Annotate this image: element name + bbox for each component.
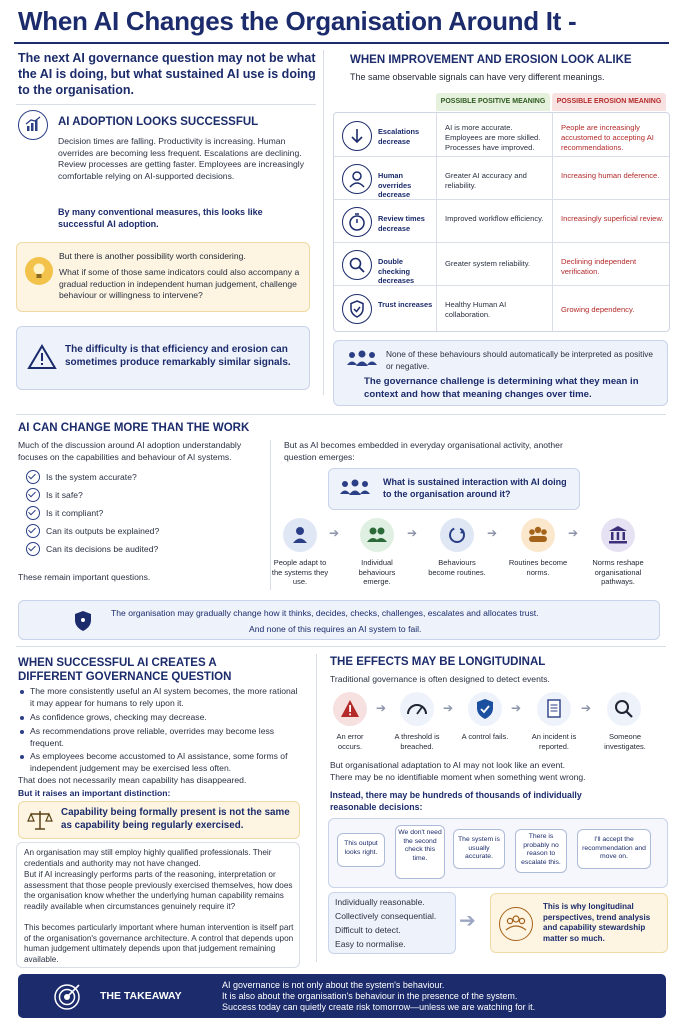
- event-label: A control fails.: [461, 732, 509, 741]
- cycle-icon: [440, 518, 474, 552]
- para1: An organisation may still employ highly qualified professionals. Their credentials and authority may not have changed.: [24, 848, 272, 868]
- governance-note: None of these behaviours should automatically be interpreted as positive or negative.: [386, 349, 654, 371]
- event-label: A threshold is breached.: [394, 732, 440, 751]
- organisation-banner: [18, 600, 660, 640]
- flow-step: Individual behaviours emerge.: [358, 558, 396, 586]
- flow-step: People adapt to the systems they use.: [271, 558, 329, 586]
- governance-bullet: As employees become accustomed to AI assistance, some forms of independent judgement may be exercised less often.: [30, 751, 288, 773]
- governance-challenge: The governance challenge is determining what they mean in context and how that meaning changes over time.: [364, 376, 639, 400]
- error-icon: [333, 692, 367, 726]
- decision-bubble: This output looks right.: [337, 833, 385, 867]
- flow-arrow: ➔: [443, 701, 454, 715]
- check-item: Can its decisions be audited?: [46, 544, 159, 554]
- magnifier-icon: [342, 250, 372, 280]
- check-icon: [26, 488, 40, 502]
- table-row: [334, 156, 669, 200]
- governance-bullet: As confidence grows, checking may decrease.: [30, 712, 207, 722]
- qualities-box: [328, 892, 456, 954]
- person-icon: [342, 164, 372, 194]
- intro-text: The next AI governance question may not be what the AI is doing, but what sustained AI use is doing to the organisation.: [18, 51, 316, 97]
- capability-text: Capability being formally present is not the same as capability being regularly exercised.: [61, 807, 290, 831]
- governance-challenge-box: [333, 340, 668, 406]
- decision-bubble: We don't need the second check this time.: [395, 825, 445, 879]
- adoption-body: Decision times are falling. Productivity is increasing. Human overrides are becoming less frequent. Escalations are declining. Review processes are getting faster. Employees are increasingly comfortable relying on AI-supported decisions.: [58, 136, 304, 181]
- erosion-meaning: Increasing human deference.: [561, 171, 660, 180]
- flow-arrow: ➔: [407, 526, 418, 540]
- shield-icon: [73, 610, 93, 637]
- title-rule: [14, 42, 669, 44]
- governance-bullet: The more consistently useful an AI system becomes, the more rational it may appear for humans to rely upon it.: [30, 686, 298, 708]
- team-icon: [499, 907, 533, 941]
- document-icon: [537, 692, 571, 726]
- flow-arrow: ➔: [487, 526, 498, 540]
- check-icon: [26, 524, 40, 538]
- quality: Collectively consequential.: [335, 911, 437, 921]
- group-icon: [337, 478, 373, 503]
- possibility-body: What if some of those same indicators could also accompany a gradual reduction in independent human judgement, challenge behaviour or willingness to intervene?: [59, 267, 300, 300]
- decisions-box: [328, 818, 668, 888]
- signal-label: Trust increases: [378, 300, 433, 309]
- check-icon: [26, 542, 40, 556]
- gauge-icon: [400, 692, 434, 726]
- work-heading: AI CAN CHANGE MORE THAN THE WORK: [18, 422, 250, 434]
- takeaway-line3: Success today can quietly create risk tomorrow—unless we are watching for it.: [222, 1002, 536, 1012]
- governance-heading: WHEN SUCCESSFUL AI CREATES A DIFFERENT GOVERNANCE QUESTION: [18, 657, 232, 683]
- signal-label: Review times decrease: [378, 214, 425, 233]
- adoption-heading: AI ADOPTION LOOKS SUCCESSFUL: [58, 116, 259, 128]
- quality: Easy to normalise.: [335, 939, 406, 949]
- person-adapt-icon: [283, 518, 317, 552]
- magnifier-icon: [607, 692, 641, 726]
- flow-step: Behaviours become routines.: [428, 558, 486, 577]
- shield-check-icon: [342, 294, 372, 324]
- flow-step: Routines become norms.: [508, 558, 568, 577]
- check-icon: [26, 506, 40, 520]
- bullet: [20, 730, 24, 734]
- shield-check-icon: [468, 692, 502, 726]
- erosion-meaning: Declining independent verification.: [561, 257, 637, 276]
- team-icon: [521, 518, 555, 552]
- flow-arrow: ➔: [329, 526, 340, 540]
- bullet: [20, 716, 24, 720]
- raises-text: But it raises an important distinction:: [18, 788, 171, 798]
- work-closing: These remain important questions.: [18, 572, 151, 582]
- instead-text: Instead, there may be hundreds of thousands of individually reasonable decisions:: [330, 790, 582, 812]
- flow-arrow: ➔: [568, 526, 579, 540]
- table-row: [334, 242, 669, 286]
- event-label: An incident is reported.: [531, 732, 577, 751]
- positive-meaning: Greater system reliability.: [445, 259, 531, 268]
- event-label: An error occurs.: [336, 732, 364, 751]
- para3: This becomes particularly important where human intervention is itself part of the organisation's governance architecture. A control that depends upon human judgement ultimately depends upon that judgement remaining available.: [24, 923, 294, 964]
- adoption-emphasis: By many conventional measures, this looks like successful AI adoption.: [58, 207, 263, 229]
- table-row: [334, 285, 669, 332]
- organisation-text-box: [16, 842, 300, 968]
- scales-icon: [27, 808, 53, 837]
- improvement-heading: WHEN IMPROVEMENT AND EROSION LOOK ALIKE: [350, 54, 632, 66]
- arrow-right-icon: ➔: [459, 910, 476, 932]
- work-right-intro: But as AI becomes embedded in everyday organisational activity, another question emerges:: [284, 440, 563, 462]
- takeaway-line1: AI governance is not only about the system's behaviour.: [222, 980, 445, 990]
- takeaway-banner: [18, 974, 666, 1018]
- bullet: [20, 755, 24, 759]
- why-box: [490, 893, 668, 953]
- decision-bubble: I'll accept the recommendation and move on.: [577, 829, 651, 869]
- takeaway-line2: It is also about the organisation's behaviour in the presence of the system.: [222, 991, 518, 1001]
- possibility-box: [16, 242, 310, 312]
- positive-meaning: AI is more accurate. Employees are more skilled. Processes have improved.: [445, 123, 541, 152]
- positive-meaning: Healthy Human AI collaboration.: [445, 300, 507, 319]
- decision-bubble: There is probably no reason to escalate this.: [515, 829, 567, 873]
- check-item: Can its outputs be explained?: [46, 526, 160, 536]
- flow-step: Norms reshape organisational pathways.: [592, 558, 644, 586]
- adaptation-line2: There may be no identifiable moment when something went wrong.: [330, 772, 586, 782]
- people-icon: [360, 518, 394, 552]
- erosion-meaning: People are increasingly accustomed to accepting AI recommendations.: [561, 123, 654, 152]
- work-body: Much of the discussion around AI adoption understandably focuses on the capabilities and behaviour of AI systems.: [18, 440, 242, 462]
- warning-icon: [27, 343, 57, 376]
- flow-arrow: ➔: [581, 701, 592, 715]
- flow-arrow: ➔: [511, 701, 522, 715]
- not-mean-text: That does not necessarily mean capability has disappeared.: [18, 775, 247, 785]
- positive-meaning: Greater AI accuracy and reliability.: [445, 171, 527, 190]
- question-text: What is sustained interaction with AI doing to the organisation around it?: [383, 477, 567, 499]
- banner-line2: And none of this requires an AI system to fail.: [249, 624, 422, 634]
- check-item: Is it safe?: [46, 490, 83, 500]
- positive-meaning: Improved workflow efficiency.: [445, 214, 544, 223]
- difficulty-text: The difficulty is that efficiency and erosion can sometimes produce remarkably similar signals.: [65, 344, 291, 368]
- why-text: This is why longitudinal perspectives, trend analysis and capability stewardship matter so much.: [543, 902, 651, 943]
- erosion-meaning: Increasingly superficial review.: [561, 214, 664, 223]
- bullet: [20, 690, 24, 694]
- signal-label: Escalations decrease: [378, 127, 420, 146]
- signals-table: [333, 112, 670, 332]
- governance-bullet: As recommendations prove reliable, overrides may become less frequent.: [30, 726, 275, 748]
- possibility-lead: But there is another possibility worth considering.: [59, 251, 246, 261]
- takeaway-label: THE TAKEAWAY: [100, 990, 182, 1002]
- improvement-sub: The same observable signals can have very different meanings.: [350, 72, 605, 82]
- check-icon: [26, 470, 40, 484]
- longitudinal-heading: THE EFFECTS MAY BE LONGITUDINAL: [330, 656, 546, 668]
- quality: Difficult to detect.: [335, 925, 401, 935]
- erosion-meaning: Growing dependency.: [561, 305, 635, 314]
- check-item: Is it compliant?: [46, 508, 104, 518]
- signal-label: Double checking decreases: [378, 257, 415, 285]
- capability-box: [18, 801, 300, 839]
- growth-chart-icon: [18, 110, 48, 140]
- stopwatch-icon: [342, 207, 372, 237]
- event-label: Someone investigates.: [604, 732, 646, 751]
- adaptation-line1: But organisational adaptation to AI may not look like an event.: [330, 760, 566, 770]
- positive-column-header: POSSIBLE POSITIVE MEANING: [436, 93, 550, 111]
- table-row: [334, 113, 669, 156]
- target-icon: [52, 982, 82, 1017]
- group-icon: [344, 349, 380, 374]
- table-row: [334, 199, 669, 243]
- check-item: Is the system accurate?: [46, 472, 137, 482]
- flow-arrow: ➔: [376, 701, 387, 715]
- page-title: When AI Changes the Organisation Around It -: [18, 6, 577, 36]
- institution-icon: [601, 518, 635, 552]
- arrow-down-icon: [342, 121, 372, 151]
- question-box: [328, 468, 580, 510]
- lightbulb-icon: [25, 257, 53, 285]
- para2: But if AI increasingly performs parts of the reasoning, interpretation or assessment that those people previously exercised themselves, how does the organisation know whether the underlying human capability remains readily available when circumstances genuinely require it?: [24, 870, 293, 911]
- decision-bubble: The system is usually accurate.: [453, 829, 505, 869]
- quality: Individually reasonable.: [335, 897, 425, 907]
- difficulty-box: [16, 326, 310, 390]
- erosion-column-header: POSSIBLE EROSION MEANING: [552, 93, 666, 111]
- banner-line1: The organisation may gradually change how it thinks, decides, checks, challenges, escalates and allocates trust.: [111, 608, 539, 618]
- longitudinal-sub: Traditional governance is often designed to detect events.: [330, 674, 550, 684]
- signal-label: Human overrides decrease: [378, 171, 412, 199]
